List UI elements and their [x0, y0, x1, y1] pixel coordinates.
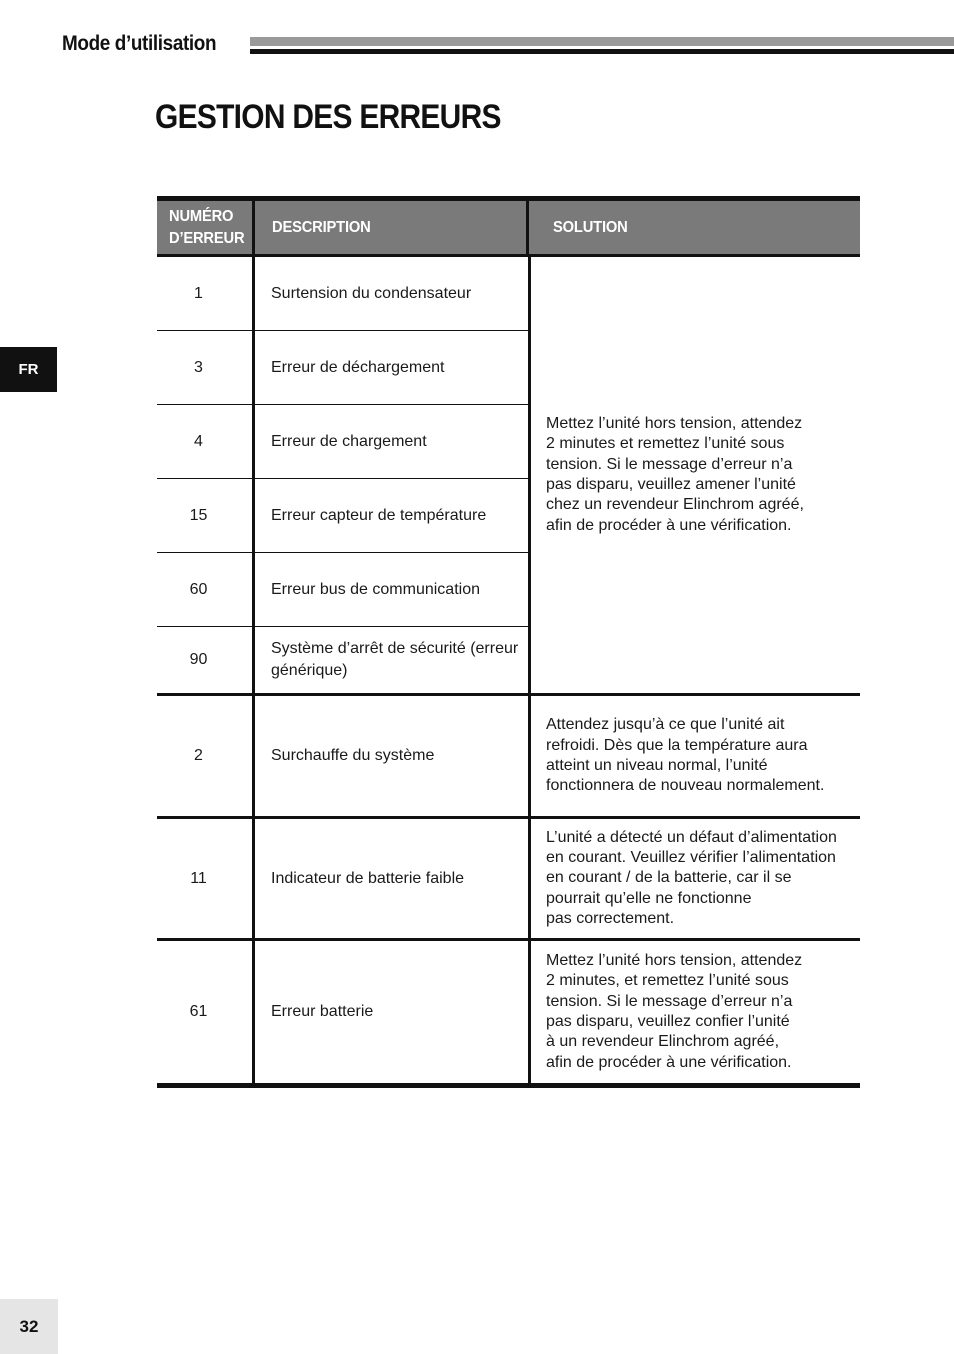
table-row: [157, 553, 528, 627]
error-description: Erreur batterie: [252, 941, 528, 1083]
table-group: [157, 819, 860, 941]
header-error-number-line1: NUMÉRO: [169, 207, 234, 225]
page-number: 32: [0, 1299, 58, 1354]
error-description: Indicateur de batterie faible: [252, 819, 528, 938]
error-number: 15: [189, 506, 208, 524]
error-number: 90: [189, 651, 208, 668]
error-number: 3: [194, 358, 203, 376]
error-solution: Mettez l’unité hors tension, attendez 2 minutes et remettez l’unité sous tension. Si le message d’erreur n’a pas disparu, veuillez amener l’unité chez un revendeur Elinchrom agréé, afin de procéder à une vérification.: [528, 257, 860, 693]
error-number: 61: [189, 1003, 208, 1020]
header-solution: SOLUTION: [526, 201, 860, 254]
error-solution: Mettez l’unité hors tension, attendez 2 minutes, et remettez l’unité sous tension. Si le message d’erreur n’a pas disparu, veuillez confier l’unité à un revendeur Elinchrom agréé, afin de procéder à une vérification.: [528, 941, 860, 1083]
header-rule-grey: [250, 37, 954, 46]
table-row: [157, 627, 528, 693]
error-number: 60: [189, 580, 208, 598]
error-solution: L’unité a détecté un défaut d’alimentation en courant. Veuillez vérifier l’alimentation en courant / de la batterie, car il se pourrait qu’elle ne fonctionne pas correctement.: [528, 819, 860, 938]
error-number: 2: [194, 747, 203, 764]
error-description: Erreur de déchargement: [252, 331, 528, 404]
table-row: [157, 819, 528, 938]
table-group: [157, 941, 860, 1088]
table-row: [157, 696, 528, 816]
table-header: [157, 196, 860, 257]
error-description: Erreur bus de communication: [252, 553, 528, 626]
header-description: DESCRIPTION: [252, 201, 526, 254]
error-description: Surtension du condensateur: [252, 257, 528, 330]
header-rule-black: [250, 49, 954, 54]
section-title: Mode d’utilisation: [62, 32, 217, 55]
error-description: Système d’arrêt de sécurité (erreur générique): [252, 627, 528, 693]
error-solution: Attendez jusqu’à ce que l’unité ait refroidi. Dès que la température aura atteint un niveau normal, l’unité fonctionnera de nouveau normalement.: [528, 696, 860, 816]
table-row: [157, 257, 528, 331]
page-title: GESTION DES ERREURS: [155, 98, 501, 136]
table-group: [157, 696, 860, 819]
table-row: [157, 941, 528, 1083]
error-description: Erreur capteur de température: [252, 479, 528, 552]
header-error-number: [157, 201, 252, 254]
error-description: Erreur de chargement: [252, 405, 528, 478]
table-row: [157, 331, 528, 405]
error-description: Surchauffe du système: [252, 696, 528, 816]
table-row: [157, 405, 528, 479]
error-table: [157, 196, 860, 1088]
table-row: [157, 479, 528, 553]
header-error-number-line2: D’ERREUR: [169, 229, 245, 247]
error-number: 4: [194, 432, 203, 450]
table-group: [157, 257, 860, 696]
error-number: 1: [194, 284, 203, 302]
error-number: 11: [190, 869, 207, 887]
language-tab: FR: [0, 347, 57, 392]
